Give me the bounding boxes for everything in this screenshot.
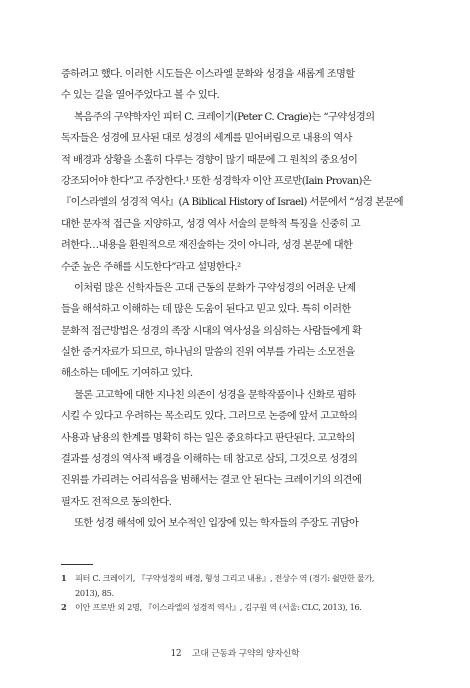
body-line: 대한 문자적 접근을 지양하고, 성경 역사 서술의 문학적 특징을 신중히 고 bbox=[61, 218, 361, 230]
body-line: 증하려고 했다. 이러한 시도들은 이스라엘 문화와 성경을 새롭게 조명할 bbox=[61, 69, 355, 80]
body-line: 필자도 전적으로 동의한다. bbox=[61, 496, 172, 508]
page-number: 12 bbox=[170, 649, 182, 659]
body-line: 적 배경과 상황을 소홀히 다루는 경향이 많기 때문에 그 원칙의 중요성이 bbox=[61, 154, 358, 166]
body-line: 문화적 접근방법은 성경의 족장 시대의 역사성을 의심하는 사람들에게 확 bbox=[61, 325, 362, 337]
running-title: 고대 근동과 구약의 양자신학 bbox=[192, 649, 300, 659]
body-line: 해소하는 데에도 기여하고 있다. bbox=[61, 368, 193, 380]
footnote-1-continued: 2013), 85. bbox=[75, 587, 114, 598]
body-line: 려한다…내용을 환원적으로 재진술하는 것이 아니라, 성경 본문에 대한 bbox=[61, 240, 353, 252]
footnote-number: 2 bbox=[61, 602, 67, 612]
body-line: 복음주의 구약학자인 피터 C. 크레이기(Peter C. Cragie)는 “구약성경의 bbox=[74, 111, 375, 123]
footnote-number: 1 bbox=[61, 573, 67, 583]
body-line: 강조되어야 한다”고 주장한다.¹ 또한 성경학자 이안 프로반(Iain Provan)은 bbox=[61, 175, 372, 187]
body-line: 시킬 수 있다고 우려하는 목소리도 있다. 그러므로 논증에 앞서 고고학의 bbox=[61, 411, 358, 423]
body-line: 물론 고고학에 대한 지나친 의존이 성경을 문학작품이나 신화로 폄하 bbox=[74, 389, 356, 401]
footnote-2 bbox=[61, 600, 409, 615]
page-footer bbox=[0, 646, 470, 659]
body-line: 진위를 가리려는 어리석음을 범해서는 결코 안 된다는 크레이기의 의견에 bbox=[61, 475, 362, 487]
body-line: 『이스라엘의 성경적 역사』(A Biblical History of Israel) 서문에서 “성경 본문에 bbox=[61, 197, 404, 209]
body-line: 실한 증거자료가 되므로, 하나님의 말씀의 진위 여부를 가리는 소모전을 bbox=[61, 347, 355, 359]
body-line: 수준 높은 주해를 시도한다”라고 설명한다.² bbox=[61, 261, 241, 273]
body-line: 들을 해석하고 이해하는 데 많은 도움이 된다고 믿고 있다. 특히 이러한 bbox=[61, 304, 351, 316]
body-text bbox=[61, 64, 409, 535]
body-line: 독자들은 성경에 묘사된 대로 성경의 세계를 믿어버림으로 내용의 역사 bbox=[61, 133, 352, 145]
footnote-text: 피터 C. 크레이기, 『구약성경의 배경, 형성 그리고 내용』, 전상수 역 (경기: 쉴만한 물가, bbox=[75, 573, 375, 583]
body-line: 또한 성경 해석에 있어 보수적인 입장에 있는 학자들의 주장도 귀담아 bbox=[74, 518, 359, 530]
footnote-1 bbox=[61, 571, 409, 586]
footnotes bbox=[61, 571, 409, 615]
footnote-divider bbox=[61, 564, 93, 565]
footnote-text: 이안 프로반 외 2명, 『이스라엘의 성경적 역사』, 김구원 역 (서울: CLC, 2013), 16. bbox=[75, 602, 362, 612]
body-line: 수 있는 길을 열어주었다고 볼 수 있다. bbox=[61, 90, 220, 102]
body-line: 결과를 성경의 역사적 배경을 이해하는 데 참고로 삼되, 그것으로 성경의 bbox=[61, 454, 358, 466]
body-line: 사용과 남용의 한계를 명확히 하는 일은 중요하다고 판단된다. 고고학의 bbox=[61, 432, 355, 444]
body-line: 이처럼 많은 신학자들은 고대 근동의 문화가 구약성경의 어려운 난제 bbox=[74, 282, 356, 294]
